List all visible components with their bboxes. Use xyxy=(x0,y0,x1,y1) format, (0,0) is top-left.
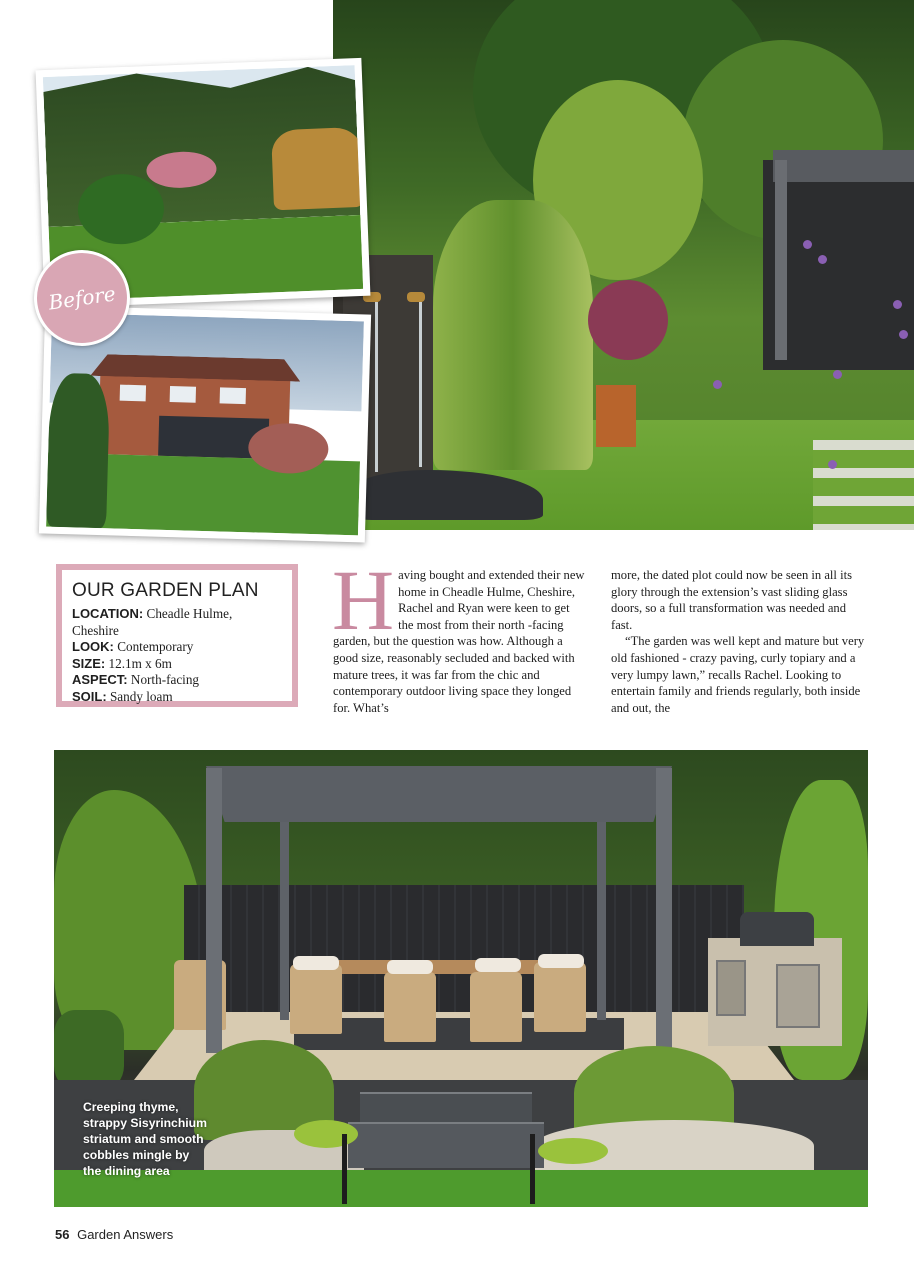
before-photo-house-image xyxy=(46,313,364,536)
dining-step-lower xyxy=(348,1122,544,1168)
plan-row-look xyxy=(72,639,282,656)
before-badge-label: Before xyxy=(46,281,118,315)
plan-value: 12.1m x 6m xyxy=(108,655,172,671)
hero-verbena xyxy=(828,460,837,469)
before-house-window xyxy=(170,386,196,403)
plan-row-aspect xyxy=(72,672,282,689)
before-house-window xyxy=(120,385,146,402)
hero-verbena xyxy=(893,300,902,309)
caption-line: the dining area xyxy=(83,1164,170,1178)
kitchen-door xyxy=(776,964,820,1028)
hero-verbena xyxy=(803,240,812,249)
plan-row-size xyxy=(72,656,282,673)
dining-step-upper xyxy=(360,1092,532,1124)
plan-key: ASPECT: xyxy=(72,672,128,687)
plan-row-location xyxy=(72,606,282,639)
garden-light-bollard xyxy=(530,1134,535,1204)
page-footer xyxy=(55,1227,173,1242)
hero-bamboo xyxy=(433,200,593,470)
dining-chair xyxy=(384,972,436,1042)
garden-plan-title: OUR GARDEN PLAN xyxy=(72,580,259,601)
dining-pergola-post xyxy=(656,768,672,1058)
hero-corten-planter xyxy=(596,385,636,447)
kitchen-door xyxy=(716,960,746,1016)
before-house-window xyxy=(220,387,246,404)
chair-cushion xyxy=(387,960,433,974)
dining-pergola-roof xyxy=(206,766,672,822)
garden-plan-box xyxy=(56,564,298,707)
plan-key: SOIL: xyxy=(72,688,107,704)
hero-water-stream-left xyxy=(375,302,378,472)
hero-stepping-stones xyxy=(813,440,914,530)
hero-verbena xyxy=(713,380,722,389)
plan-key: LOOK: xyxy=(72,639,114,654)
chair-cushion xyxy=(475,958,521,972)
dining-geraniums xyxy=(54,1010,124,1090)
plan-value: Sandy loam xyxy=(109,688,173,704)
hero-water-stream-right xyxy=(419,302,422,467)
before-garden-hedge xyxy=(271,127,363,210)
caption-line: cobbles mingle by xyxy=(83,1148,190,1162)
page-number: 56 xyxy=(55,1227,70,1242)
dining-pergola-post xyxy=(597,820,606,1020)
photo-caption xyxy=(83,1099,233,1179)
plan-value: North-facing xyxy=(130,672,200,687)
article-paragraph: more, the dated plot could now be seen in all its glory through the extension’s vast sliding glass doors, so a full transformation was needed and fast. xyxy=(611,568,852,632)
plan-value: Cheadle Hulme, Cheshire xyxy=(72,606,233,638)
hero-verbena xyxy=(833,370,842,379)
article-column-2 xyxy=(611,567,869,716)
hero-spout-right xyxy=(407,292,425,302)
dining-pergola-post xyxy=(206,768,222,1053)
chair-cushion xyxy=(538,954,584,968)
bbq-grill xyxy=(740,912,814,946)
plan-row-soil xyxy=(72,689,282,706)
caption-line: striatum and smooth xyxy=(83,1132,204,1146)
hero-verbena xyxy=(899,330,908,339)
magazine-name: Garden Answers xyxy=(77,1227,174,1242)
dining-chair xyxy=(470,972,522,1042)
hero-acer xyxy=(588,280,668,360)
caption-line: strappy Sisyrinchium xyxy=(83,1116,207,1130)
chair-cushion xyxy=(293,956,339,970)
article-paragraph: aving bought and extended their new home in Cheadle Hulme, Cheshire, Rachel and Ryan were keen to get the most from their north -facing garden, but the question was how. Although a good size, reasonably secluded and backed with mature trees, it was far from the chic and contemporary outdoor living space they longed for. What’s xyxy=(333,568,585,715)
article-column-1 xyxy=(332,552,585,716)
hero-verbena xyxy=(818,255,827,264)
hero-pergola-post xyxy=(775,160,787,360)
dining-creeping-thyme xyxy=(538,1138,608,1164)
before-house-palm xyxy=(46,373,110,529)
article-paragraph: “The garden was well kept and mature but very old fashioned - crazy paving, curly topiary and a very lumpy lawn,” recalls Rachel. Looking to entertain family and friends regularly, both inside and out, the xyxy=(611,634,865,715)
dining-creeping-thyme xyxy=(294,1120,358,1148)
hero-pergola-roof xyxy=(773,150,914,182)
hero-garden-photo xyxy=(333,0,914,530)
dining-chair xyxy=(534,962,586,1032)
drop-cap: H xyxy=(332,552,395,648)
caption-line: Creeping thyme, xyxy=(83,1100,179,1114)
dining-table xyxy=(334,960,564,974)
plan-value: Contemporary xyxy=(117,639,194,654)
dining-chair xyxy=(290,964,342,1034)
plan-key: SIZE: xyxy=(72,655,106,671)
garden-light-bollard xyxy=(342,1134,347,1204)
dining-pergola-post xyxy=(280,820,289,1020)
plan-key: LOCATION: xyxy=(72,606,144,621)
